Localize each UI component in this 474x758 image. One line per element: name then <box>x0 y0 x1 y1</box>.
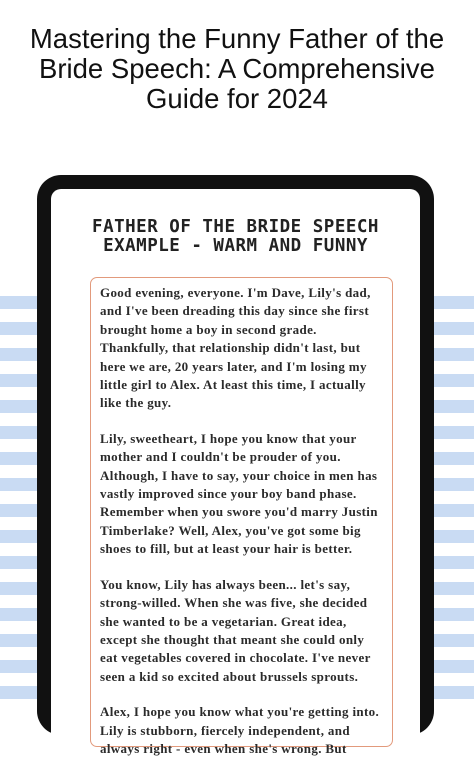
speech-paragraph-3: You know, Lily has always been... let's say, strong-willed. When she was five, she decided she wanted to be a vegetarian. Great idea, except she thought that meant she could only eat vegetables covered in chocolate. I've never seen a kid so excited about brussels sprouts. <box>100 576 371 684</box>
speech-paragraph-1: Good evening, everyone. I'm Dave, Lily's dad, and I've been dreading this day since she first brought home a boy in second grade. Thankfully, that relationship didn't last, but here we are, 20 years later, and I'm losing my little girl to Alex. At least this time, I actually like the guy. <box>100 285 371 411</box>
speech-paragraph-2: Lily, sweetheart, I hope you know that your mother and I couldn't be prouder of you. Although, I have to say, your choice in men has vastly improved since your boy band phase. Remember when you swore you'd marry Justin Timberlake? Well, Alex, you've got some big shoes to fill, but at least your hair is better. <box>100 430 378 557</box>
speech-paragraph-4: Alex, I hope you know what you're getting into. Lily is stubborn, fiercely independent, and always right - even when she's wrong. But <box>100 704 380 756</box>
speech-heading: FATHER OF THE BRIDE SPEECH EXAMPLE - WARM AND FUNNY <box>92 217 379 256</box>
page-title: Mastering the Funny Father of the Bride Speech: A Comprehensive Guide for 2024 <box>29 23 445 114</box>
speech-text-box <box>90 277 393 756</box>
tablet-frame <box>37 175 434 756</box>
tablet-screen <box>51 189 420 756</box>
